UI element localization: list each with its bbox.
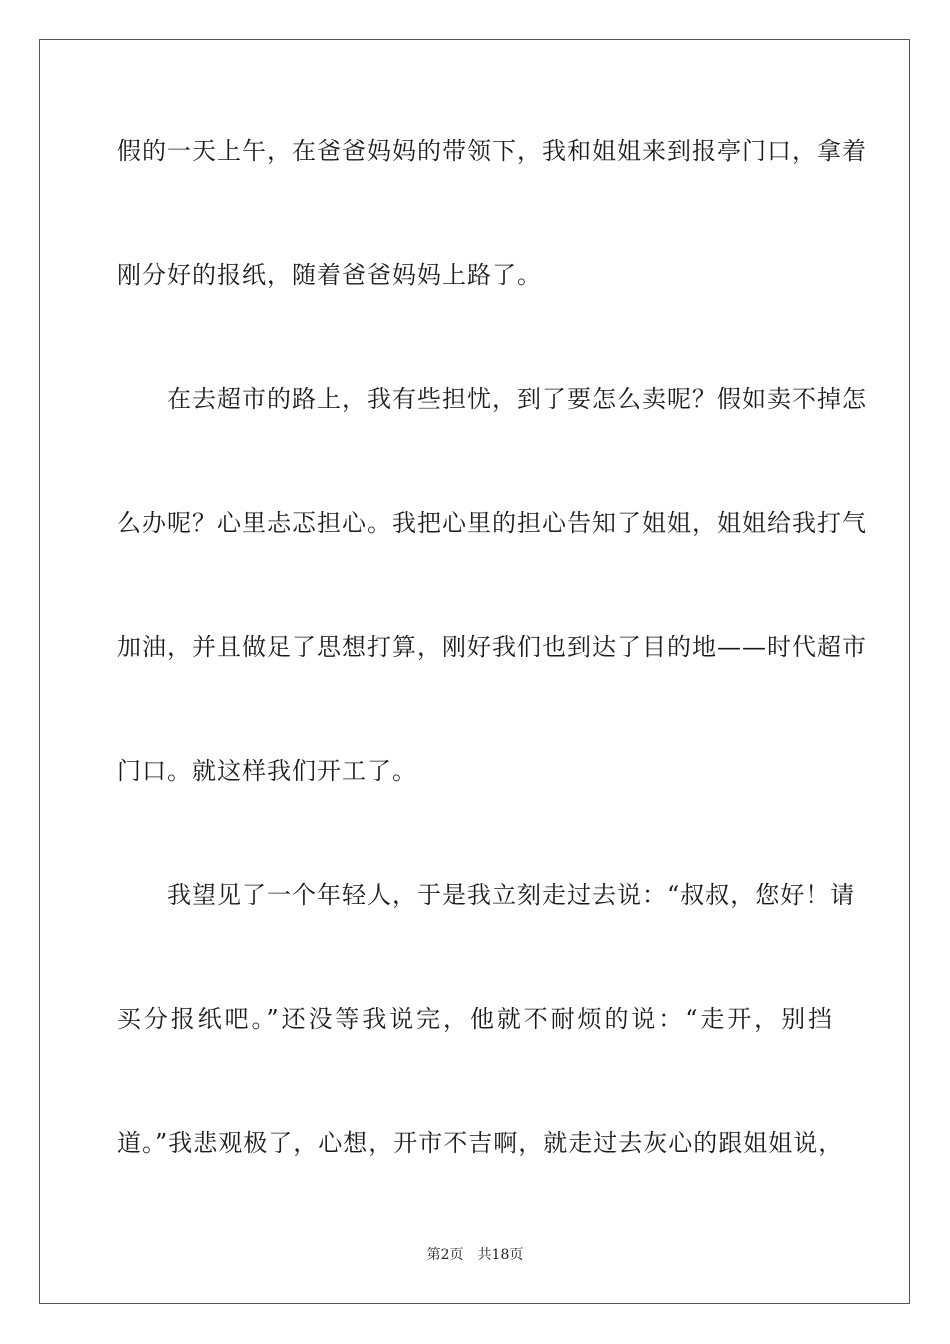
body-line-3: 在去超市的路上，我有些担忧，到了要怎么卖呢？假如卖不掉怎 bbox=[117, 385, 867, 413]
page-number-footer: 第2页 共18页 bbox=[426, 1247, 524, 1263]
body-line-1: 假的一天上午，在爸爸妈妈的带领下，我和姐姐来到报亭门口，拿着 bbox=[117, 137, 867, 165]
body-line-4: 么办呢？心里忐忑担心。我把心里的担心告知了姐姐，姐姐给我打气 bbox=[117, 509, 867, 537]
body-line-6: 门口。就这样我们开工了。 bbox=[117, 757, 417, 785]
body-line-2: 刚分好的报纸，随着爸爸妈妈上路了。 bbox=[117, 261, 542, 289]
page-border bbox=[39, 39, 910, 1304]
body-line-7: 我望见了一个年轻人，于是我立刻走过去说：“叔叔，您好！请 bbox=[117, 881, 856, 909]
body-line-9: 道。”我悲观极了，心想，开市不吉啊，就走过去灰心的跟姐姐说， bbox=[117, 1129, 844, 1157]
body-line-8: 买分报纸吧。”还没等我说完，他就不耐烦的说：“走开，别挡 bbox=[117, 1005, 833, 1033]
body-line-5: 加油，并且做足了思想打算，刚好我们也到达了目的地——时代超市 bbox=[117, 633, 867, 661]
